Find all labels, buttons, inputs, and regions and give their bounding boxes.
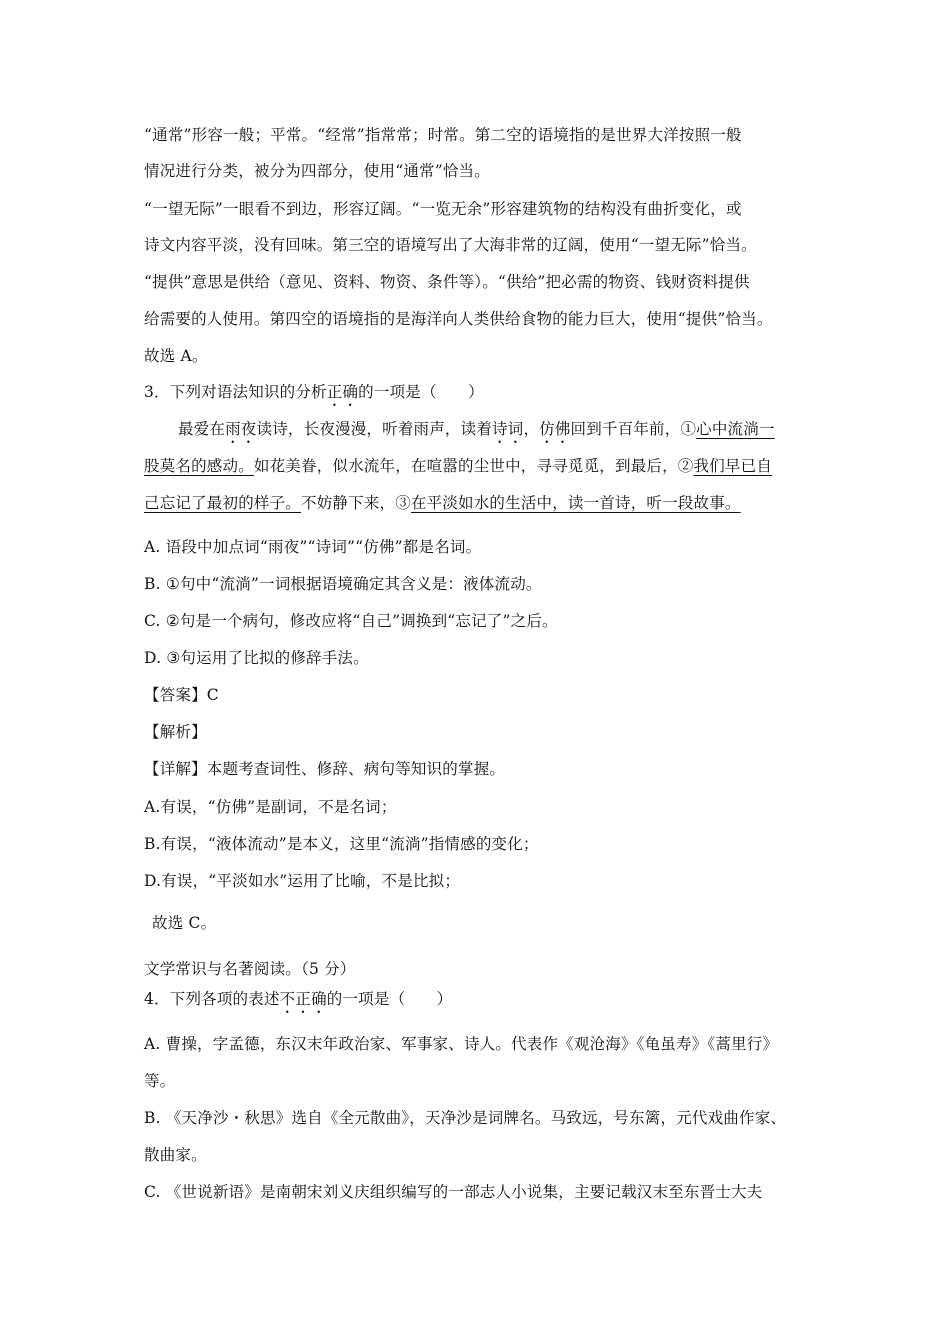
q4-stem-text: 4．下列各项的表述 [144, 990, 280, 1008]
text-line: 给需要的人使用。第四空的语境指的是海洋向人类供给食物的能力巨大，使用“提供”恰当。 [144, 310, 773, 328]
option-d: D. ③句运用了比拟的修辞手法。 [144, 649, 369, 667]
explanation-line: D.有误，“平淡如水”运用了比喻，不是比拟； [144, 872, 461, 890]
underlined-sentence-1: 股莫名的感动。 [144, 457, 254, 475]
question-4-stem [144, 988, 452, 1017]
q3-stem-text: 3．下列对语法知识的分析 [144, 383, 327, 401]
option-a: A. 曹操，字孟德，东汉末年政治家、军事家、诗人。代表作《观沧海》《龟虽寿》《蒿里行》 [144, 1035, 779, 1053]
explanation-line: B.有误，“液体流动”是本义，这里“流淌”指情感的变化； [144, 835, 539, 853]
option-c: C. ②句是一个病句，修改应将“自己”调换到“忘记了”之后。 [144, 612, 558, 630]
conclusion-line: 故选 C。 [152, 914, 217, 932]
passage-text: 最爱在 [178, 420, 226, 438]
q3-stem-end: 的一项是（ ） [358, 383, 484, 401]
answer-line: 【答案】C [144, 686, 219, 704]
passage-text: 读诗，长夜漫漫，听着雨声，读着 [256, 420, 493, 438]
underlined-sentence-3: 在平淡如水的生活中，读一首诗，听一段故事。 [410, 494, 741, 512]
passage-line-1 [178, 418, 775, 447]
q3-emphasis: 正确 [326, 383, 359, 401]
option-b: B. ①句中“流淌”一词根据语境确定其含义是：液体流动。 [144, 575, 542, 593]
text-line: “提供”意思是供给（意见、资料、物资、条件等）。“供给”把必需的物资、钱财资料提供 [144, 273, 750, 291]
option-a-continued: 等。 [144, 1072, 176, 1090]
explanation-line: A.有误，“仿佛”是副词，不是名词； [144, 798, 397, 816]
option-a: A. 语段中加点词“雨夜”“诗词”“仿佛”都是名词。 [144, 538, 482, 556]
option-b-continued: 散曲家。 [144, 1146, 207, 1164]
text-line: 故选 A。 [144, 347, 208, 365]
dotted-word-as-if: 仿佛 [539, 420, 571, 438]
text-line: “通常”形容一般；平常。“经常”指常常；时常。第二空的语境指的是世界大洋按照一般 [144, 126, 742, 144]
underlined-sentence-1: 心中流淌一 [696, 420, 775, 438]
q4-emphasis: 不正确 [279, 990, 327, 1008]
passage-line-3 [144, 492, 741, 514]
passage-text: 不妨静下来，③ [301, 494, 411, 512]
dotted-word-poems: 诗词 [492, 420, 524, 438]
passage-line-2 [144, 455, 772, 477]
text-line: 情况进行分类，被分为四部分，使用“通常”恰当。 [144, 162, 490, 180]
option-c: C. 《世说新语》是南朝宋刘义庆组织编写的一部志人小说集，主要记载汉末至东晋士大夫 [144, 1183, 763, 1201]
dotted-word-rainy-night: 雨夜 [225, 420, 257, 438]
analysis-heading: 【解析】 [144, 723, 207, 741]
passage-text: 回到千百年前，① [570, 420, 697, 438]
explanation-line: 【详解】本题考查词性、修辞、病句等知识的掌握。 [144, 760, 506, 778]
passage-text: 如花美眷，似水流年，在喧嚣的尘世中，寻寻觅觅，到最后，② [253, 457, 694, 475]
option-b: B. 《天净沙・秋思》选自《全元散曲》，天净沙是词牌名。马致远，号东篱，元代戏曲作家、 [144, 1109, 787, 1127]
underlined-sentence-2: 己忘记了最初的样子。 [144, 494, 302, 512]
q4-stem-end: 的一项是（ ） [326, 990, 453, 1008]
passage-text: ， [523, 420, 540, 438]
text-line: “一望无际”一眼看不到边，形容辽阔。“一览无余”形容建筑物的结构没有曲折变化，或 [144, 200, 742, 218]
underlined-sentence-2: 我们早已自 [693, 457, 773, 475]
section-heading: 文学常识与名著阅读。（5 分） [144, 960, 356, 978]
question-3-stem [144, 381, 484, 410]
text-line: 诗文内容平淡，没有回味。第三空的语境写出了大海非常的辽阔，使用“一望无际”恰当。 [144, 236, 757, 254]
